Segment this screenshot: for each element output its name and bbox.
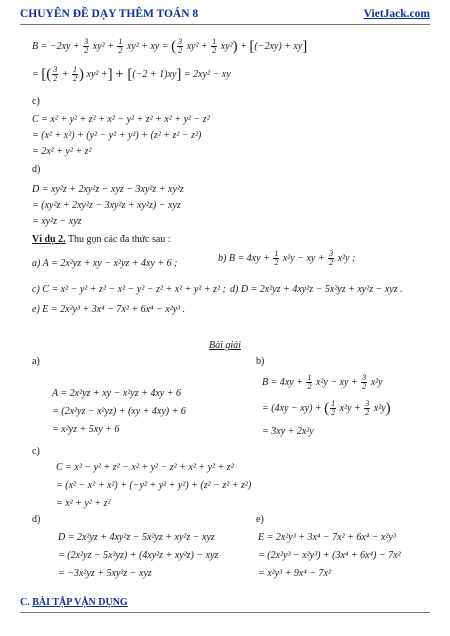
sol-a-line-1: A = 2x²yz + xy − x²yz + 4xy + 6 xyxy=(52,388,181,399)
example-heading xyxy=(32,234,171,245)
fraction: $\frac{1}{2}$ xyxy=(274,249,279,267)
part-d-label: d) xyxy=(32,164,41,175)
header-title: CHUYÊN ĐỀ DẠY THÊM TOÁN 8 xyxy=(20,8,199,20)
fraction: $\frac{3}{2}$ xyxy=(178,37,183,55)
solution-b-label: b) xyxy=(256,356,265,367)
fraction: $\frac{3}{2}$ xyxy=(365,399,370,417)
b-line-1-part: B = −2xy + xyxy=(32,40,80,52)
sol-b-line-3: = 3xy + 2x²y xyxy=(262,426,314,437)
d-line-1: D = xy²z + 2xy²z − xyz − 3xy²z + xy²z xyxy=(32,184,184,195)
d-line-2: = (xy²z + 2xy²z − 3xy²z + xy²z) − xyz xyxy=(32,200,181,211)
c-line-3: = 2x² + y² + z² xyxy=(32,146,92,157)
solution-a-label: a) xyxy=(32,356,40,367)
header-site-link[interactable]: VietJack.com xyxy=(363,8,430,20)
fraction: $\frac{1}{2}$ xyxy=(73,65,77,83)
b-line-1: B = −2xy + $\frac{3}{2}$ xy² + $\frac{1}{2}$ xy² + xy = ( $\frac{3}{2}$ xy² + $\frac{1}{2}$ xy²) + [(−2xy) + xy] xyxy=(32,37,308,55)
d-line-3: = xy²z − xyz xyxy=(32,216,82,227)
sol-c-line-2: = (x² − x² + x²) + (−y² + y² + y²) + (z² − z² + z²) xyxy=(56,480,252,491)
fraction: $\frac{1}{2}$ xyxy=(212,37,217,55)
example-text: Thu gọn các đa thức sau : xyxy=(67,234,171,245)
fraction: $\frac{3}{2}$ xyxy=(53,65,58,83)
sol-c-line-3: = x² + y² + z² xyxy=(56,498,111,509)
fraction: $\frac{3}{2}$ xyxy=(329,249,334,267)
solution-c-label: c) xyxy=(32,446,40,457)
sol-a-line-2: = (2x²yz − x²yz) + (xy + 4xy) + 6 xyxy=(52,406,186,417)
sol-d-line-2: = (2x²yz − 5x²yz) + (4xy²z + xy²z) − xyz xyxy=(58,550,219,561)
sol-b-line-2: = (4xy − xy) + ( $\frac{1}{2}$ x²y + $\frac{3}{2}$ x²y) xyxy=(262,399,391,417)
fraction: $\frac{1}{2}$ xyxy=(331,399,336,417)
part-c-label: c) xyxy=(32,96,40,107)
sol-b-line-1: B = 4xy + $\frac{1}{2}$ x²y − xy + $\frac{3}{2}$ x²y xyxy=(262,373,383,391)
sol-e-line-2: = (2x²y³ − x²y³) + (3x⁴ + 6x⁴) − 7x² xyxy=(258,550,401,561)
sol-e-line-1: E = 2x²y³ + 3x⁴ − 7x² + 6x⁴ − x²y³ xyxy=(258,532,396,543)
sol-c-line-1: C = x² − y² + z² − x² + y² − z² + x² + y² + z² xyxy=(56,462,234,473)
exercise-a: a) A = 2x²yz + xy − x²yz + 4xy + 6 ; xyxy=(32,258,178,269)
sol-d-line-1: D = 2x²yz + 4xy²z − 5x²yz + xy²z − xyz xyxy=(58,532,215,543)
solution-title: Bài giải xyxy=(209,340,241,351)
fraction: $\frac{3}{2}$ xyxy=(362,373,367,391)
page-header xyxy=(20,6,430,25)
example-tag: Ví dụ 2. xyxy=(32,234,66,245)
fraction: $\frac{1}{2}$ xyxy=(307,373,312,391)
sol-a-line-3: = x²yz + 5xy + 6 xyxy=(52,424,120,435)
fraction: $\frac{3}{2}$ xyxy=(84,37,89,55)
page-footer xyxy=(20,597,430,627)
exercise-b: b) B = 4xy + $\frac{1}{2}$ x²y − xy + $\frac{3}{2}$ x²y ; xyxy=(218,249,356,267)
exercise-e: e) E = 2x²y³ + 3x⁴ − 7x² + 6x⁴ − x²y³ . xyxy=(32,304,186,315)
exercise-d: d) D = 2x²yz + 4xy²z − 5x²yz + xy²z − xyz . xyxy=(230,284,403,295)
b-line-2: = [( $\frac{3}{2}$ + $\frac{1}{2}$ ) xy² +] + [(−2 + 1)xy] = 2xy² − xy xyxy=(32,65,231,83)
sol-e-line-3: = x²y³ + 9x⁴ − 7x² xyxy=(258,568,331,579)
sol-d-line-3: = −3x²yz + 5xy²z − xyz xyxy=(58,568,152,579)
section-heading: C. BÀI TẬP VẬN DỤNG xyxy=(20,597,128,608)
c-line-2: = (x² + x²) + (y² − y² + y²) + (z² + z² − z²) xyxy=(32,130,202,141)
solution-d-label: d) xyxy=(32,514,41,525)
c-line-1: C = x² + y² + z² + x² − y² + z² + x² + y² − z² xyxy=(32,114,210,125)
exercise-c: c) C = x² − y² + z² − x² − y² − z² + x² + y² + z² ; xyxy=(32,284,226,295)
fraction: $\frac{1}{2}$ xyxy=(118,37,123,55)
solution-e-label: e) xyxy=(256,514,264,525)
